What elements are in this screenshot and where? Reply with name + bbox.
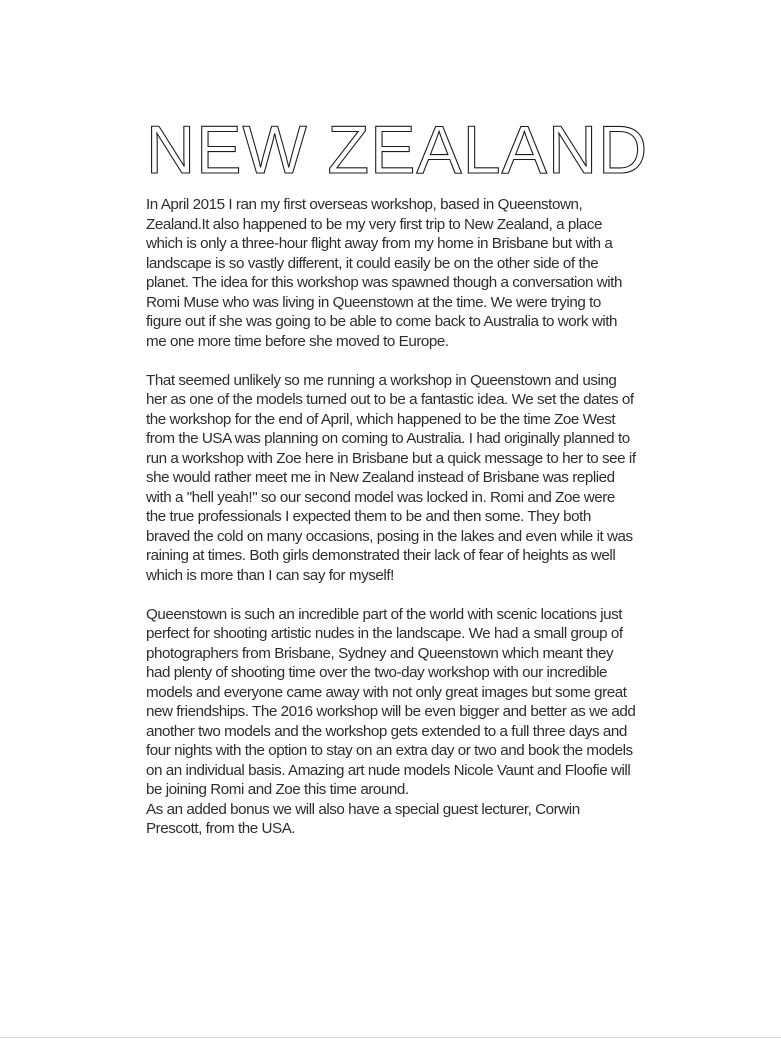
paragraph-1: In April 2015 I ran my first overseas workshop, based in Queenstown, Zealand.It also happened to be my very first trip to New Zealand, a place which is only a three-hour flight away from my home in Brisbane but with a landscape is so vastly different, it could easily be on the other side of the planet. The idea for this workshop was spawned though a conversation with Romi Muse who was living in Queenstown at the time. We were trying to figure out if she was going to be able to come back to Australia to work with me one more time before she moved to Europe.: [146, 196, 622, 350]
article-body: [146, 195, 638, 839]
paragraph-2: That seemed unlikely so me running a workshop in Queenstown and using her as one of the models turned out to be a fantastic idea. We set the dates of the workshop for the end of April, which happened to be the time Zoe West from the USA was planning on coming to Australia. I had originally planned to run a workshop with Zoe here in Brisbane but a quick message to her to see if she would rather meet me in New Zealand instead of Brisbane was replied with a "hell yeah!" so our second model was locked in. Romi and Zoe were the true professionals I expected them to be and then some. They both braved the cold on many occasions, posing in the lakes and even while it was raining at times. Both girls demonstrated their lack of fear of heights as well which is more than I can say for myself!: [146, 371, 636, 584]
bottom-divider: [0, 1037, 781, 1038]
paragraph-3: Queenstown is such an incredible part of the world with scenic locations just perfect for shooting artistic nudes in the landscape. We had a small group of photographers from Brisbane, Sydney and Queenstown which meant they had plenty of shooting time over the two-day workshop with our incredible models and everyone came away with not only great images but some great new friendships. The 2016 workshop will be even bigger and better as we add another two models and the workshop gets extended to a full three days and four nights with the option to stay on an extra day or two and book the models on an individual basis. Amazing art nude models Nicole Vaunt and Floofie will be joining Romi and Zoe this time around.: [146, 605, 636, 798]
paragraph-4: As an added bonus we will also have a special guest lecturer, Corwin Prescott, from the USA.: [146, 800, 580, 837]
page-title: NEW ZEALAND: [146, 112, 649, 188]
